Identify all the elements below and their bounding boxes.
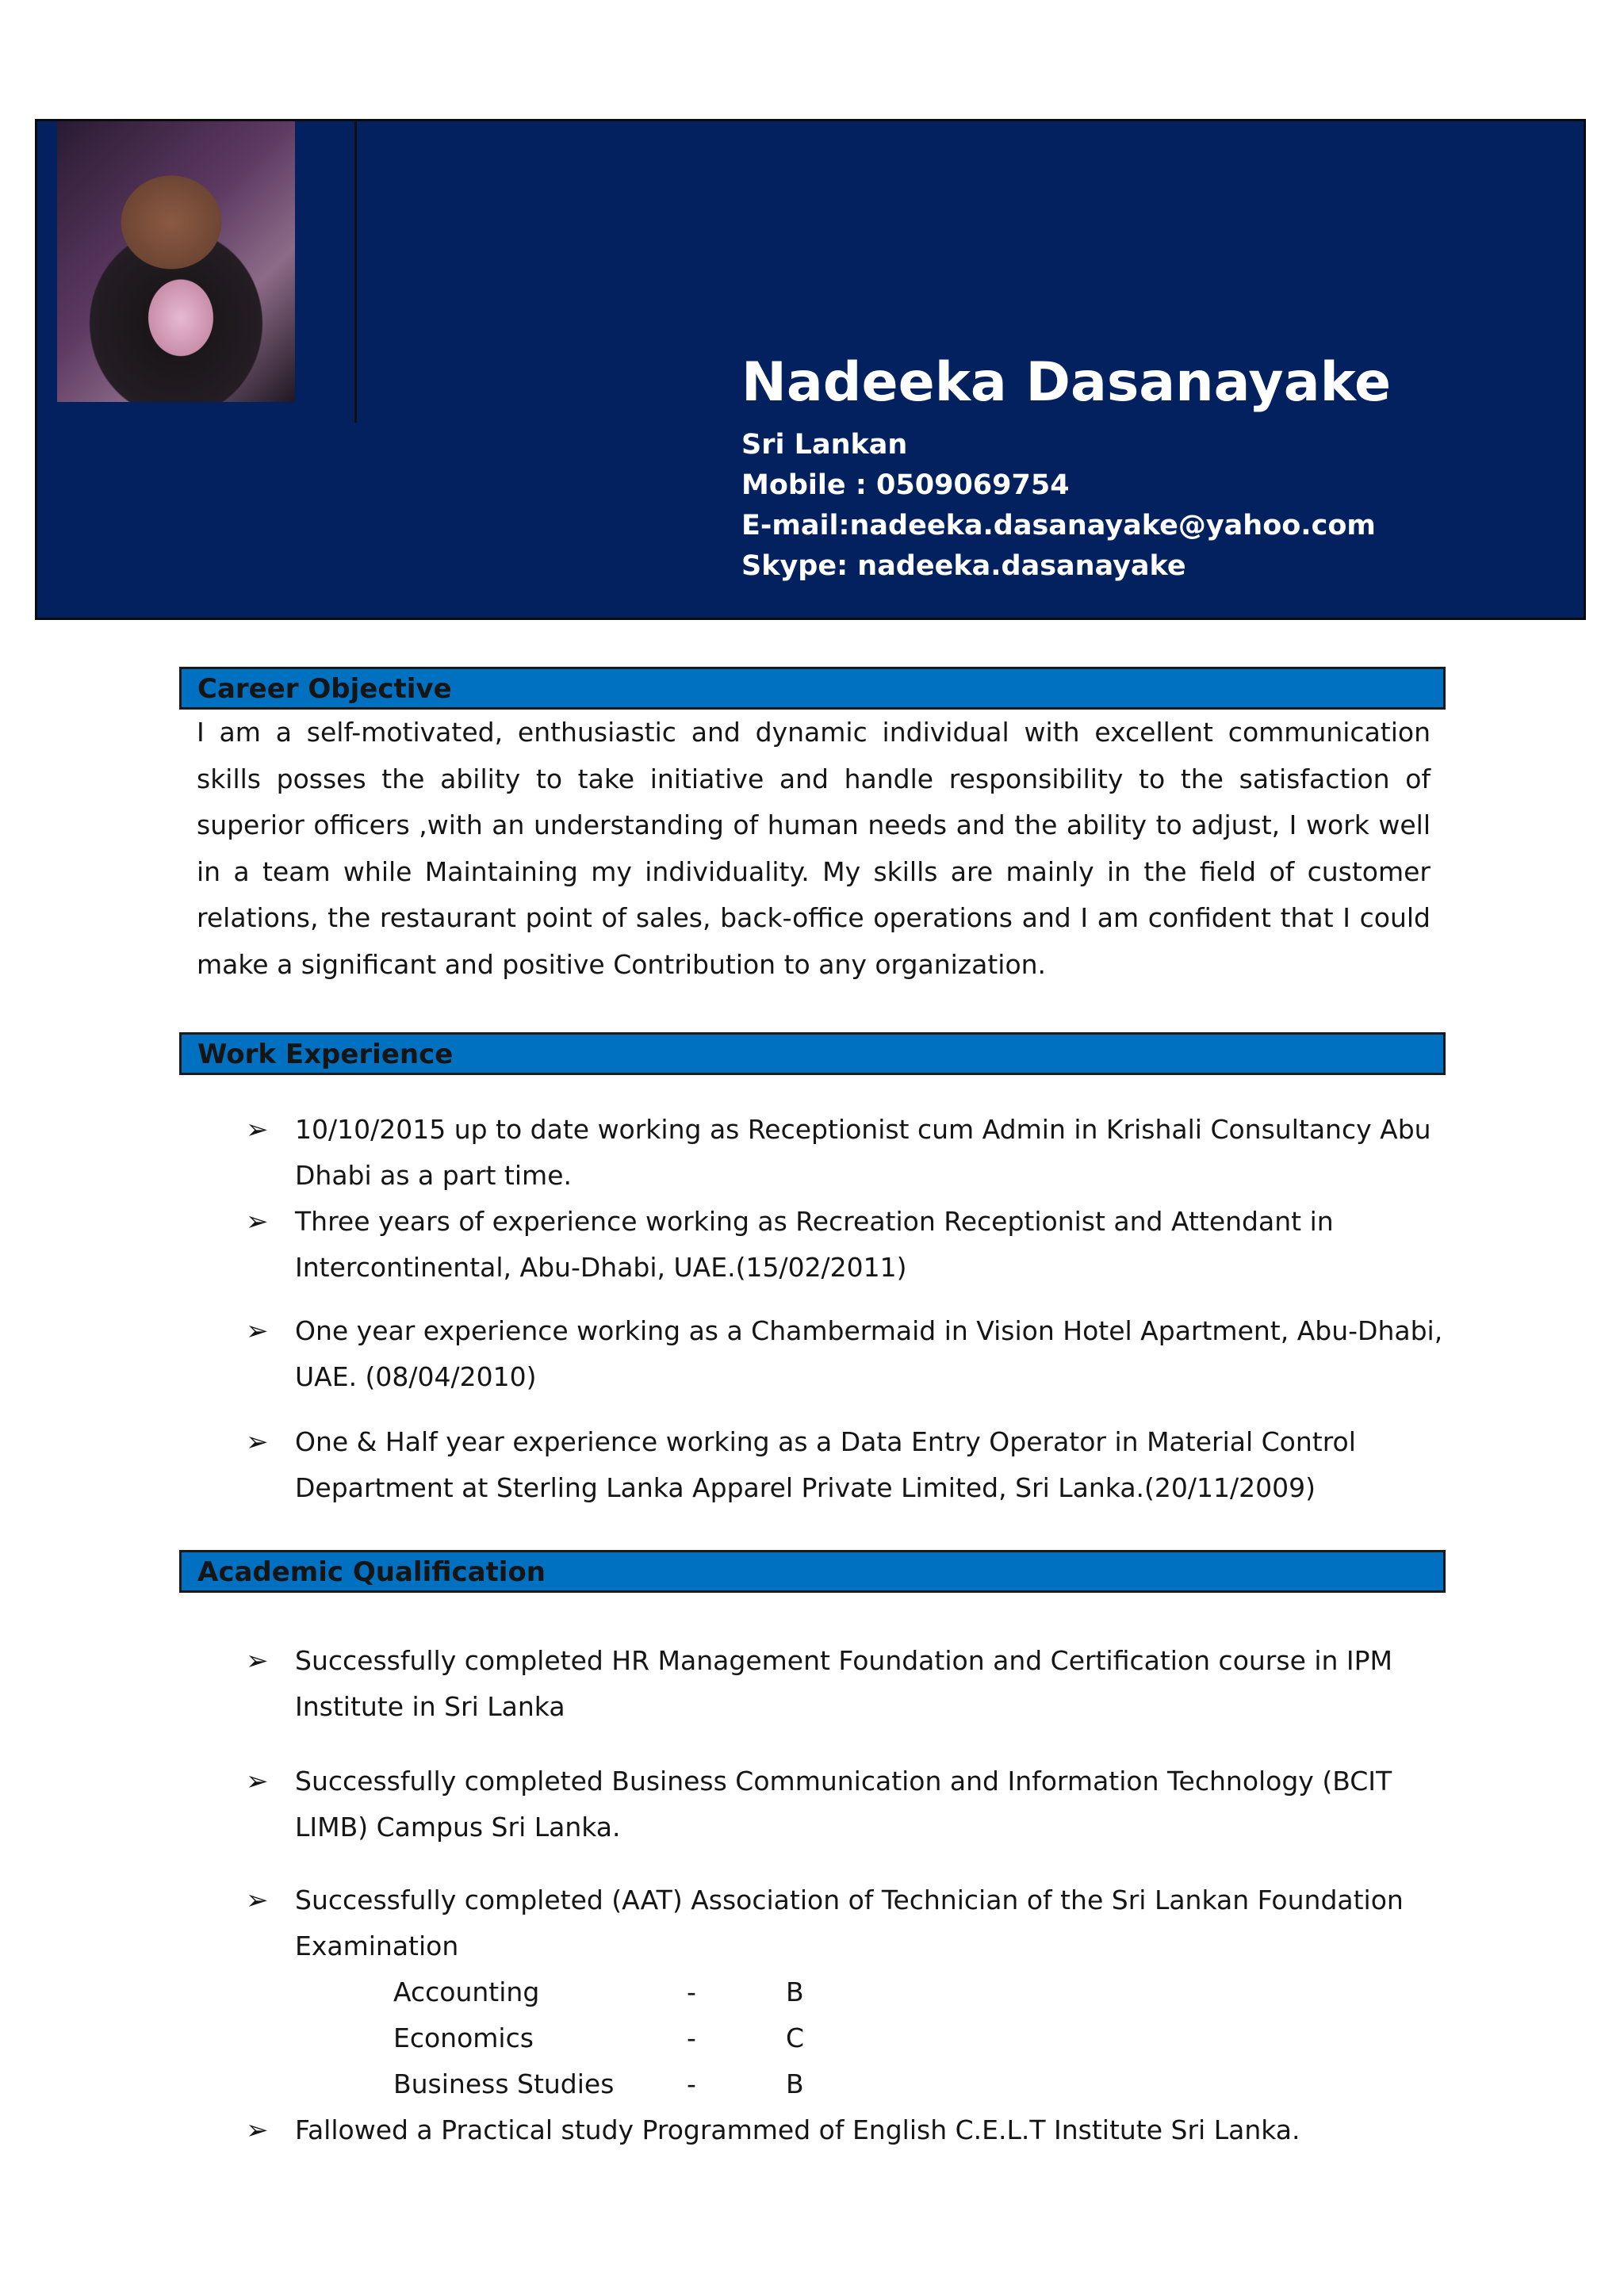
academic-item-text: Fallowed a Practical study Programmed of English C.E.L.T Institute Sri Lanka.	[295, 2114, 1300, 2145]
mobile-number: Mobile : 0509069754	[741, 469, 1070, 501]
profile-photo	[57, 121, 295, 402]
arrow-bullet-icon: ➢	[246, 1206, 269, 1238]
academic-item-text: Successfully completed Business Communication and Information Technology (BCIT LIMB) Campus Sri Lanka.	[295, 1766, 1392, 1843]
academic-qualification-heading: Academic Qualification	[179, 1550, 1446, 1593]
arrow-bullet-icon: ➢	[246, 1114, 269, 1146]
arrow-bullet-icon: ➢	[246, 1315, 269, 1347]
list-item	[246, 1877, 1443, 2107]
arrow-bullet-icon: ➢	[246, 2114, 269, 2146]
list-item	[246, 2107, 1443, 2153]
skype-id: Skype: nadeeka.dasanayake	[741, 550, 1186, 582]
grades-table	[393, 1969, 1443, 2107]
nationality: Sri Lankan	[741, 429, 908, 461]
academic-item-text: Successfully completed HR Management Foundation and Certification course in IPM Institute in Sri Lanka	[295, 1645, 1393, 1722]
grade-value: C	[786, 2022, 805, 2053]
email-address: E-mail:nadeeka.dasanayake@yahoo.com	[741, 510, 1376, 541]
arrow-bullet-icon: ➢	[246, 1645, 269, 1677]
list-item	[246, 1758, 1443, 1850]
grade-separator: -	[687, 2022, 696, 2053]
list-item	[246, 1308, 1443, 1400]
grade-subject: Economics	[393, 2022, 534, 2053]
list-item	[246, 1638, 1443, 1730]
work-experience-list	[246, 1107, 1443, 1511]
academic-qualification-list	[246, 1638, 1443, 2153]
career-objective-heading: Career Objective	[179, 667, 1446, 710]
grade-value: B	[786, 2068, 804, 2099]
work-item-text: 10/10/2015 up to date working as Receptionist cum Admin in Krishali Consultancy Abu Dhabi as a part time.	[295, 1114, 1431, 1191]
grade-value: B	[786, 1976, 804, 2007]
work-item-text: Three years of experience working as Recreation Receptionist and Attendant in Intercontinental, Abu-Dhabi, UAE.(15/02/2011)	[295, 1206, 1334, 1283]
work-item-text: One year experience working as a Chambermaid in Vision Hotel Apartment, Abu-Dhabi, UAE. (08/04/2010)	[295, 1315, 1443, 1392]
list-item	[246, 1419, 1443, 1511]
career-objective-text: I am a self-motivated, enthusiastic and dynamic individual with excellent communication skills posses the ability to take initiative and handle responsibility to the satisfaction of superior officers ,with an understanding of human needs and the ability to adjust, I work well in a team while Maintaining my individuality. My skills are mainly in the field of customer relations, the restaurant point of sales, back-office operations and I am confident that I could make a significant and positive Contribution to any organization.	[197, 717, 1431, 980]
academic-item-text: Successfully completed (AAT) Association of Technician of the Sri Lankan Foundation Examination	[295, 1885, 1404, 1961]
grade-separator: -	[687, 2068, 696, 2099]
list-item	[246, 1199, 1443, 1291]
photo-divider	[354, 121, 357, 423]
work-item-text: One & Half year experience working as a Data Entry Operator in Material Control Department at Sterling Lanka Apparel Private Limited, Sri Lanka.(20/11/2009)	[295, 1426, 1356, 1503]
grade-subject: Accounting	[393, 1976, 540, 2007]
contact-block	[741, 347, 1391, 587]
grade-subject: Business Studies	[393, 2068, 615, 2099]
grade-separator: -	[687, 1976, 696, 2007]
list-item	[246, 1107, 1443, 1199]
arrow-bullet-icon: ➢	[246, 1885, 269, 1916]
arrow-bullet-icon: ➢	[246, 1766, 269, 1797]
arrow-bullet-icon: ➢	[246, 1426, 269, 1458]
candidate-name: Nadeeka Dasanayake	[741, 351, 1392, 414]
work-experience-heading: Work Experience	[179, 1032, 1446, 1075]
profile-header	[35, 119, 1586, 620]
